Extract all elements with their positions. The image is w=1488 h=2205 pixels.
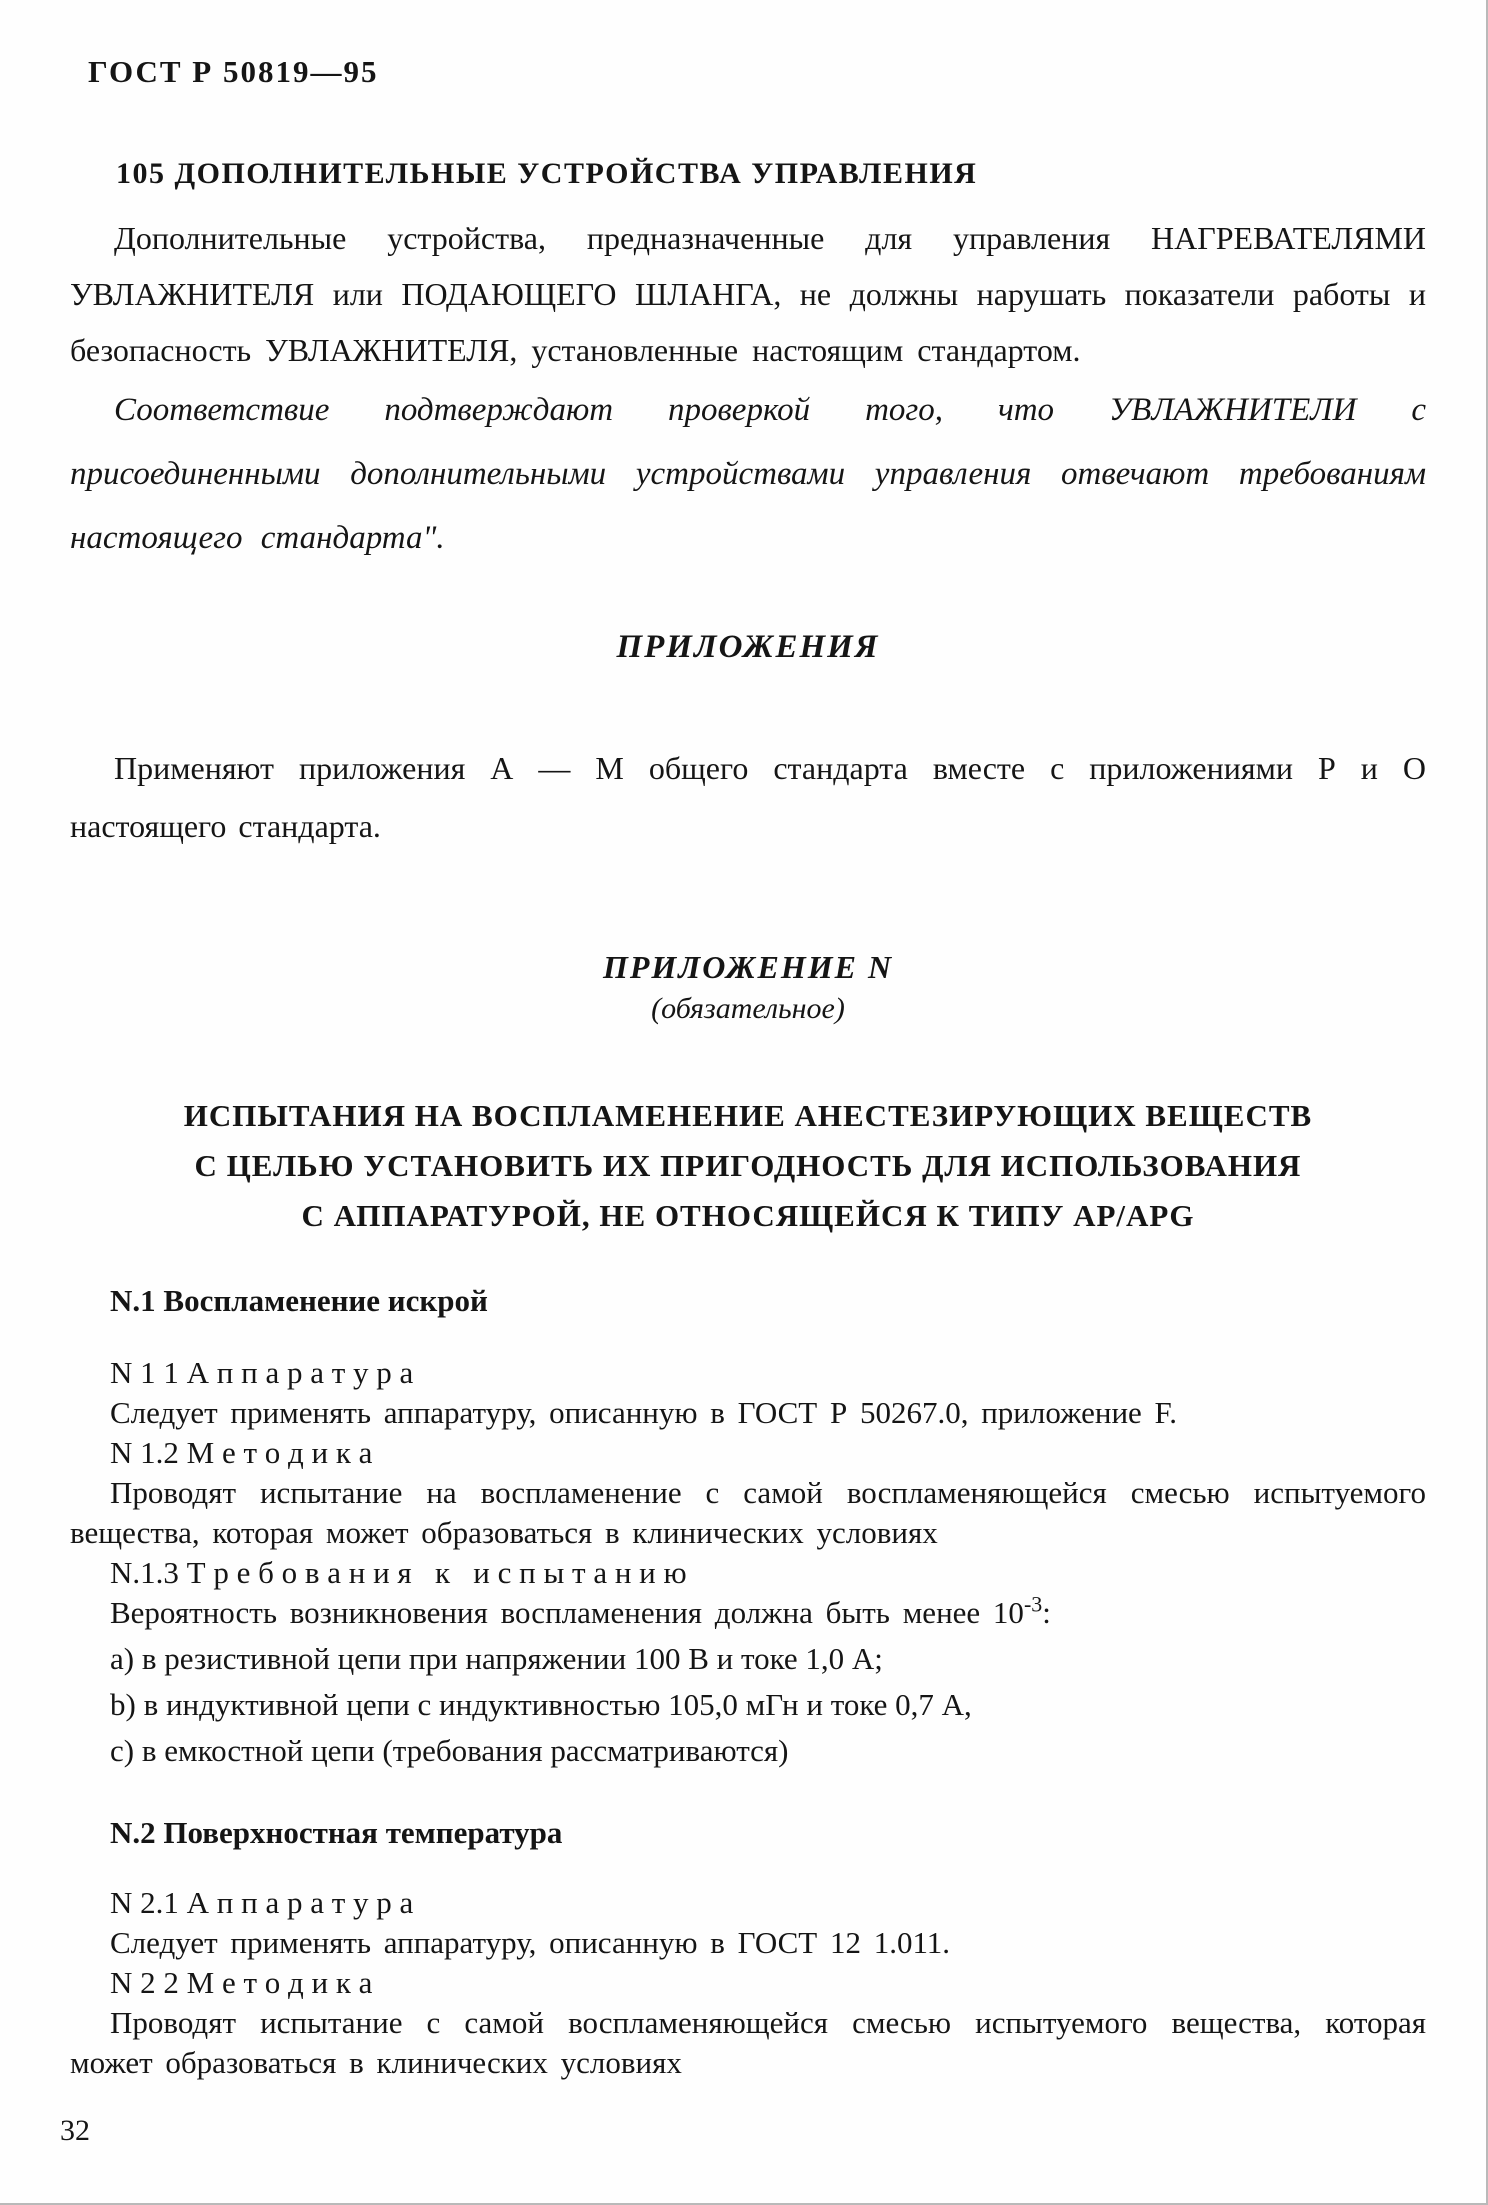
main-heading-line-3: С АППАРАТУРОЙ, НЕ ОТНОСЯЩЕЙСЯ К ТИПУ AP/APG: [301, 1198, 1195, 1233]
appendices-paragraph: Применяют приложения А — М общего стандарта вместе с приложениями Р и О настоящего стандарта.: [70, 750, 1426, 844]
probability-colon: :: [1042, 1595, 1051, 1630]
clause-n1-heading: N.1 Воспламенение искрой: [110, 1283, 488, 1318]
clause-n13-text: [70, 1593, 1426, 1633]
main-heading-line-2: С ЦЕЛЬЮ УСТАНОВИТЬ ИХ ПРИГОДНОСТЬ ДЛЯ ИСПОЛЬЗОВАНИЯ: [194, 1148, 1302, 1183]
clause-n2-heading: N.2 Поверхностная температура: [110, 1815, 563, 1850]
section-105-paragraph-2: Соответствие подтверждают проверкой того, что УВЛАЖНИТЕЛИ с присоединенными дополнительными устройствами управления отвечают требованиям настоящего стандарта".: [70, 392, 1426, 556]
clause-n11-label: N 1 1 А п п а р а т у р а: [110, 1355, 414, 1390]
list-item-a: a) в резистивной цепи при напряжении 100 В и токе 1,0 А;: [110, 1641, 883, 1676]
probability-exponent: -3: [1023, 1591, 1043, 1617]
clause-n22-label: N 2 2 М е т о д и к а: [110, 1965, 373, 2000]
document-code: ГОСТ Р 50819—95: [88, 54, 379, 89]
clause-n13-label: N.1.3 Т р е б о в а н и я к и с п ы т а н и ю: [110, 1555, 687, 1590]
clause-n12-text: Проводят испытание на воспламенение с самой воспламеняющейся смесью испытуемого вещества, которая может образоваться в клинических условиях: [70, 1475, 1426, 1550]
page-number: 32: [60, 2114, 90, 2147]
section-105-heading: 105 ДОПОЛНИТЕЛЬНЫЕ УСТРОЙСТВА УПРАВЛЕНИЯ: [116, 157, 978, 190]
appendix-n-subtitle: (обязательное): [651, 992, 845, 1025]
list-item-b: b) в индуктивной цепи с индуктивностью 105,0 мГн и токе 0,7 А,: [110, 1687, 972, 1722]
section-105-paragraph-1: Дополнительные устройства, предназначенные для управления НАГРЕВАТЕЛЯМИ УВЛАЖНИТЕЛЯ или ПОДАЮЩЕГО ШЛАНГА, не должны нарушать показатели работы и безопасность УВЛАЖНИТЕЛЯ, установленные настоящим стандартом.: [70, 220, 1426, 368]
appendix-n-title: ПРИЛОЖЕНИЕ N: [602, 949, 894, 985]
clause-n22-text: Проводят испытание с самой воспламеняющейся смесью испытуемого вещества, которая может образоваться в клинических условиях: [70, 2005, 1426, 2080]
clause-n21-label: N 2.1 А п п а р а т у р а: [110, 1885, 414, 1920]
clause-n12-label: N 1.2 М е т о д и к а: [110, 1435, 373, 1470]
appendix-n-main-heading: [70, 1091, 1426, 1241]
appendices-heading: ПРИЛОЖЕНИЯ: [616, 629, 880, 665]
clause-n11-text: Следует применять аппаратуру, описанную в ГОСТ Р 50267.0, приложение F.: [110, 1395, 1178, 1430]
list-item-c: c) в емкостной цепи (требования рассматриваются): [110, 1733, 789, 1768]
clause-n21-text: Следует применять аппаратуру, описанную в ГОСТ 12 1.011.: [110, 1925, 951, 1960]
main-heading-line-1: ИСПЫТАНИЯ НА ВОСПЛАМЕНЕНИЕ АНЕСТЕЗИРУЮЩИХ ВЕЩЕСТВ: [183, 1098, 1313, 1133]
probability-text: Вероятность возникновения воспламенения должна быть менее 10: [110, 1595, 1024, 1630]
